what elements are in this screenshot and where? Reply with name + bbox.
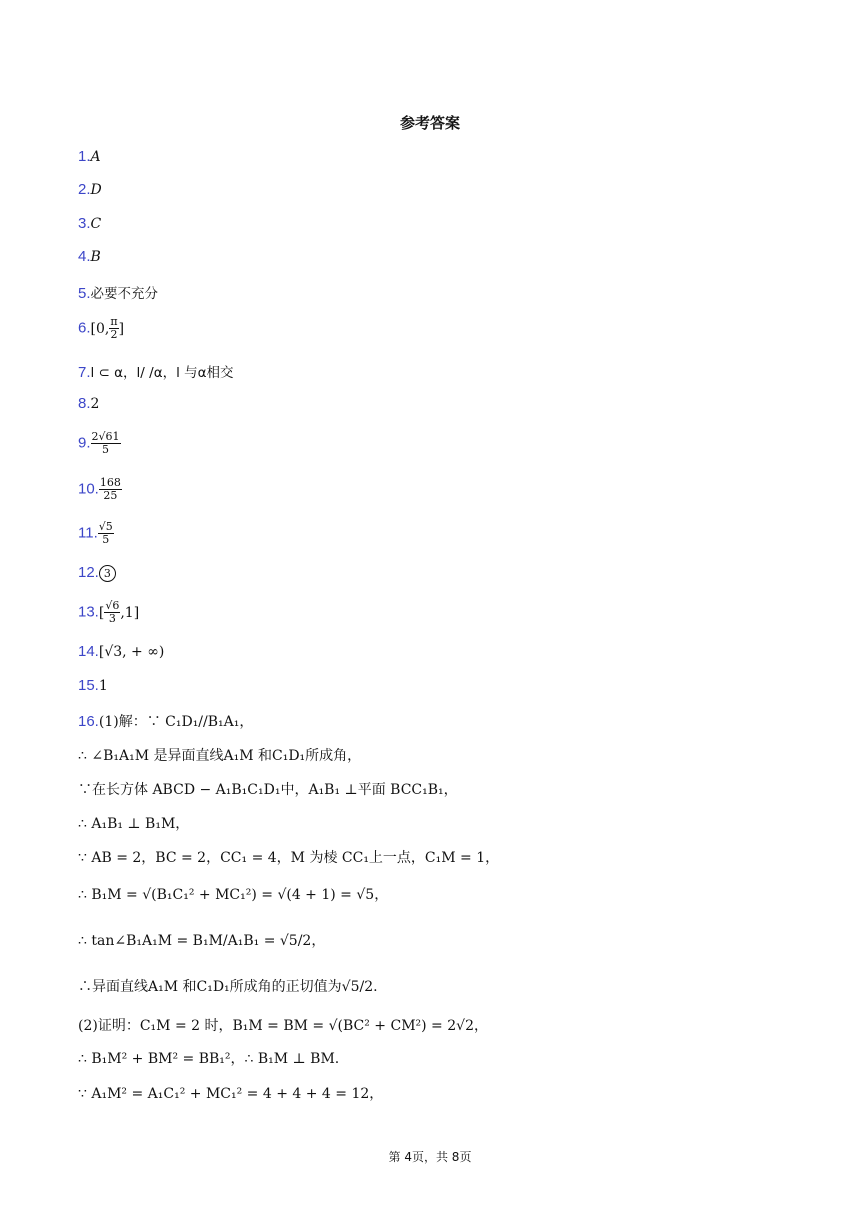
- answer-text: [√3, + ∞): [98, 644, 165, 660]
- answer-5: [78, 282, 158, 302]
- answer-number: 15.: [78, 677, 99, 694]
- answer-number: 16.: [78, 713, 99, 730]
- page-footer: 第 4页，共 8页: [388, 1150, 472, 1164]
- solution-line: (2)证明：C₁M = 2 时，B₁M = BM = √(BC² + CM²) = 2√2，: [78, 1018, 488, 1034]
- answer-text: l ⊂ α，l/ /α，l 与α相交: [90, 365, 234, 381]
- answer-number: 7.: [78, 364, 91, 381]
- answer-11: [78, 521, 114, 546]
- answer-number: 8.: [78, 395, 91, 412]
- answer-6: [78, 316, 124, 341]
- answer-text: $\frac{168}{25}$: [99, 476, 121, 502]
- answer-number: 12.: [78, 564, 99, 581]
- answer-number: 5.: [78, 285, 91, 302]
- answer-text: C: [90, 216, 102, 232]
- answer-text: [ $\frac{√6}{3}$ ,1]: [98, 599, 140, 625]
- answer-text: [0, $\frac{\pi}{2}$ ]: [90, 315, 125, 341]
- answer-7: [78, 361, 234, 381]
- answer-number: 1.: [78, 148, 91, 165]
- answer-2: [78, 181, 102, 198]
- answer-number: 11.: [78, 524, 98, 542]
- answer-number: 10.: [78, 480, 99, 498]
- answer-text: $\frac{2√61}{5}$: [91, 430, 120, 456]
- answer-number: 4.: [78, 248, 91, 265]
- answer-text: A: [90, 149, 101, 165]
- solution-line: ∵ A₁M² = A₁C₁² + MC₁² = 4 + 4 + 4 = 12，: [78, 1086, 384, 1102]
- answer-text: (1)解：∵ C₁D₁//B₁A₁，: [98, 714, 254, 730]
- answer-number: 13.: [78, 603, 99, 621]
- page-title: 参考答案: [399, 114, 460, 132]
- solution-line: ∴ B₁M² + BM² = BB₁²，∴ B₁M ⊥ BM.: [78, 1051, 340, 1067]
- answer-8: [78, 395, 99, 412]
- answer-13: [78, 600, 139, 625]
- answer-text: 必要不充分: [90, 286, 159, 302]
- answer-text: $\frac{√5}{5}$: [98, 520, 113, 546]
- answer-4: [78, 248, 101, 265]
- solution-line: ∵在长方体 ABCD − A₁B₁C₁D₁中，A₁B₁ ⊥平面 BCC₁B₁，: [78, 782, 458, 798]
- answer-text: B: [90, 249, 101, 265]
- answer-12: [78, 564, 116, 582]
- answer-number: 6.: [78, 319, 91, 337]
- answer-9: [78, 431, 121, 456]
- answer-number: 3.: [78, 215, 91, 232]
- answer-14: [78, 643, 164, 660]
- solution-line: ∴ tan∠B₁A₁M = B₁M/A₁B₁ = √5/2，: [78, 933, 326, 949]
- solution-line: ∴ ∠B₁A₁M 是异面直线A₁M 和C₁D₁所成角，: [78, 748, 362, 764]
- answer-16: [78, 711, 253, 731]
- answer-number: 14.: [78, 643, 99, 660]
- solution-line: ∵ AB = 2，BC = 2，CC₁ = 4，M 为棱 CC₁上一点，C₁M = 1，: [78, 850, 500, 866]
- answer-3: [78, 215, 101, 232]
- solution-line: ∴ B₁M = √(B₁C₁² + MC₁²) = √(4 + 1) = √5，: [78, 887, 389, 903]
- answer-1: [78, 148, 101, 165]
- answer-text: 3: [99, 565, 116, 582]
- answer-text: D: [90, 182, 102, 198]
- answer-15: [78, 677, 108, 694]
- solution-line: ∴ A₁B₁ ⊥ B₁M，: [78, 816, 190, 832]
- answer-number: 2.: [78, 181, 91, 198]
- answer-text: 2: [90, 396, 100, 412]
- solution-line: ∴异面直线A₁M 和C₁D₁所成角的正切值为√5/2.: [78, 979, 378, 995]
- answer-number: 9.: [78, 434, 91, 452]
- answer-text: 1: [98, 678, 108, 694]
- answer-10: [78, 477, 122, 502]
